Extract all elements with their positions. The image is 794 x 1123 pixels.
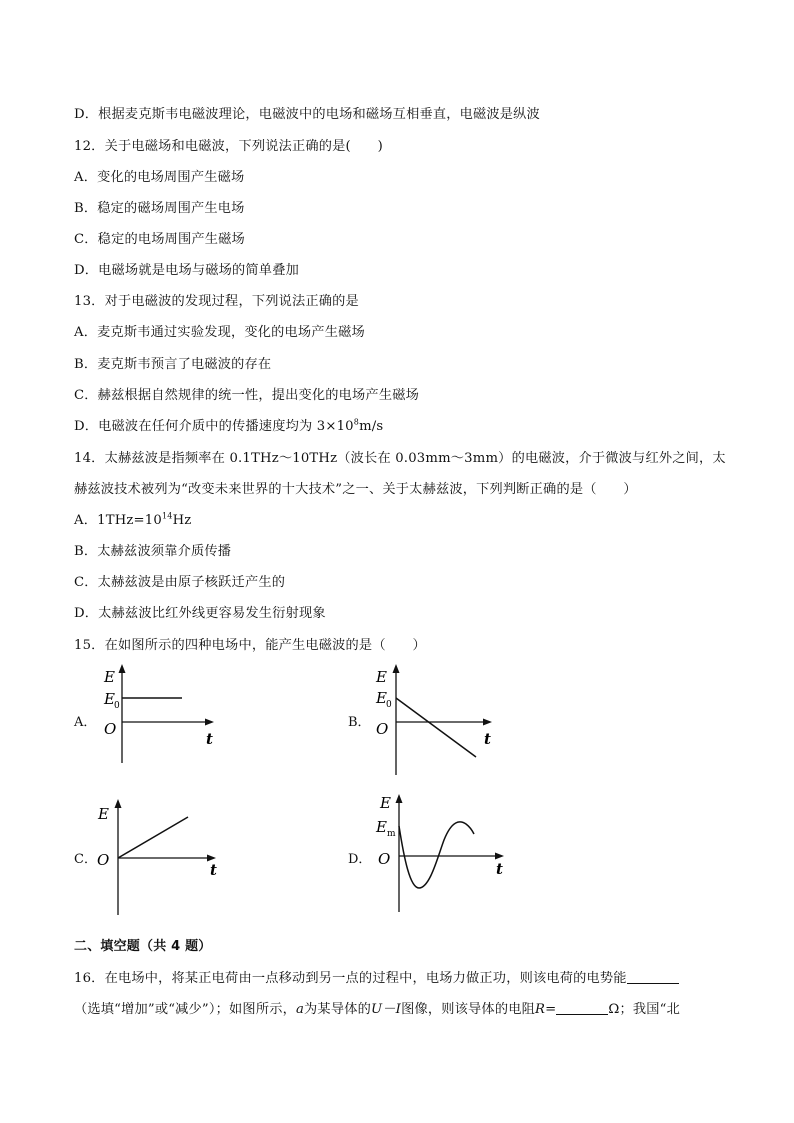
q14-option-a-text: A．1THz=10 bbox=[74, 513, 162, 528]
q14-option-d: D．太赫兹波比红外线更容易发生衍射现象 bbox=[74, 606, 326, 621]
q14-option-b: B．太赫兹波须靠介质传播 bbox=[74, 544, 232, 559]
answer-blank-1[interactable] bbox=[627, 970, 679, 984]
y-mark-sub: 0 bbox=[114, 701, 120, 711]
x-axis-label: t bbox=[496, 860, 503, 878]
y-axis-arrow bbox=[115, 799, 122, 808]
y-axis-arrow bbox=[393, 664, 400, 673]
x-axis-arrow bbox=[483, 719, 492, 726]
y-axis-arrow bbox=[396, 794, 403, 803]
field-curve bbox=[399, 822, 474, 888]
x-axis-label: t bbox=[484, 730, 491, 748]
q13-option-c: C．赫兹根据自然规律的统一性，提出变化的电场产生磁场 bbox=[74, 388, 419, 403]
q15-graph-c-label: C． bbox=[74, 852, 97, 867]
q15-graph-b-label: B． bbox=[348, 715, 371, 730]
q15-graph-d bbox=[372, 790, 517, 915]
y-mark-sub: 0 bbox=[386, 700, 392, 710]
y-axis-label: E bbox=[376, 668, 387, 686]
q13-option-d-unit: m/s bbox=[359, 419, 384, 434]
y-axis-arrow bbox=[119, 664, 126, 673]
q16-line1 bbox=[74, 967, 679, 986]
q14-option-a-unit: Hz bbox=[172, 513, 192, 528]
q14-stem-line2: 赫兹波技术被列为“改变未来世界的十大技术”之一、关于太赫兹波，下列判断正确的是（ ） bbox=[74, 482, 637, 497]
q14-option-a-exponent: 14 bbox=[161, 511, 173, 521]
q16-line2-text-e: Ω；我国“北 bbox=[608, 1002, 681, 1017]
q15-graph-a-label: A． bbox=[74, 715, 97, 730]
y-mark: E bbox=[104, 690, 115, 708]
q12-option-a: A．变化的电场周围产生磁场 bbox=[74, 170, 245, 185]
q14-stem-line1: 14．太赫兹波是指频率在 0.1THz～10THz（波长在 0.03mm～3mm）的电磁波，介于微波与红外之间，太 bbox=[74, 451, 726, 466]
q13-option-b: B．麦克斯韦预言了电磁波的存在 bbox=[74, 357, 272, 372]
q16-line2-text-c: 图像，则该导体的电阻 bbox=[401, 1002, 535, 1017]
q16-line2-equals: = bbox=[545, 1002, 557, 1017]
q12-stem: 12．关于电磁场和电磁波，下列说法正确的是( ) bbox=[74, 139, 384, 154]
origin-label: O bbox=[378, 850, 391, 868]
q16-var-a: a bbox=[295, 1002, 305, 1017]
q13-option-a: A．麦克斯韦通过实验发现，变化的电场产生磁场 bbox=[74, 325, 365, 340]
answer-blank-2[interactable] bbox=[556, 1001, 608, 1015]
x-axis-label: t bbox=[210, 861, 217, 879]
q13-option-d bbox=[74, 415, 383, 434]
q12-option-c: C．稳定的电场周围产生磁场 bbox=[74, 232, 245, 247]
q13-option-d-text: D．电磁波在任何介质中的传播速度均为 3×10 bbox=[74, 419, 354, 434]
q15-graph-a bbox=[96, 660, 236, 770]
q16-line1-text: 16．在电场中，将某正电荷由一点移动到另一点的过程中，电场力做正功，则该电荷的电势能 bbox=[74, 971, 627, 986]
q15-graph-d-label: D． bbox=[348, 852, 372, 867]
q15-stem: 15．在如图所示的四种电场中，能产生电磁波的是（ ） bbox=[74, 638, 426, 653]
q16-var-r: R bbox=[534, 1002, 546, 1017]
q15-graph-b bbox=[370, 660, 510, 778]
q13-stem: 13．对于电磁波的发现过程，下列说法正确的是 bbox=[74, 294, 359, 309]
q11-option-d: D．根据麦克斯韦电磁波理论，电磁波中的电场和磁场互相垂直，电磁波是纵波 bbox=[74, 107, 540, 122]
y-axis-label: E bbox=[104, 668, 115, 686]
q13-option-d-exponent: 8 bbox=[353, 417, 360, 427]
q15-graph-c bbox=[92, 795, 232, 920]
q12-option-b: B．稳定的磁场周围产生电场 bbox=[74, 201, 245, 216]
x-axis-arrow bbox=[495, 853, 504, 860]
field-curve bbox=[396, 698, 476, 757]
q16-line2 bbox=[74, 998, 680, 1017]
origin-label: O bbox=[104, 720, 117, 738]
x-axis-arrow bbox=[205, 719, 214, 726]
y-mark-sub: m bbox=[387, 829, 396, 839]
q16-line2-text-b: 为某导体的 bbox=[304, 1002, 371, 1017]
field-curve bbox=[118, 817, 188, 858]
q16-line2-text-a: （选填“增加”或“减少”）；如图所示， bbox=[74, 1002, 296, 1017]
y-axis-label: E bbox=[380, 794, 391, 812]
y-mark: E bbox=[376, 818, 387, 836]
y-axis-label: E bbox=[98, 805, 109, 823]
x-axis-label: t bbox=[206, 730, 213, 748]
q16-ui-label: U－I bbox=[370, 1002, 402, 1017]
origin-label: O bbox=[97, 851, 110, 869]
y-mark: E bbox=[376, 689, 387, 707]
section-2-title: 二、填空题（共 4 题） bbox=[74, 939, 212, 954]
q12-option-d: D．电磁场就是电场与磁场的简单叠加 bbox=[74, 263, 299, 278]
q14-option-c: C．太赫兹波是由原子核跃迁产生的 bbox=[74, 575, 286, 590]
q14-option-a bbox=[74, 509, 191, 528]
origin-label: O bbox=[376, 720, 389, 738]
